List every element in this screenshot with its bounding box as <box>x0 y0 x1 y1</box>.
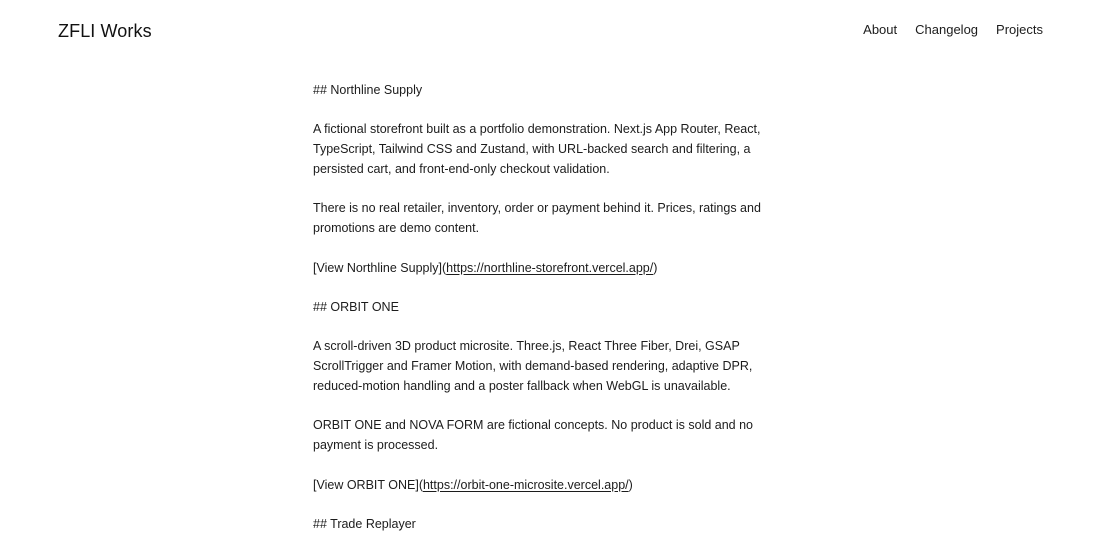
orbit-one-link-prefix: [View ORBIT ONE]( <box>313 477 423 492</box>
site-title-link[interactable]: ZFLI Works <box>58 21 152 41</box>
nav-link-about[interactable]: About <box>863 22 898 37</box>
nav-link-changelog[interactable]: Changelog <box>915 22 979 37</box>
section-heading-orbit-one: ## ORBIT ONE <box>313 299 399 314</box>
markdown-content <box>313 81 783 554</box>
site-header <box>0 0 1100 62</box>
northline-link-prefix: [View Northline Supply]( <box>313 260 447 275</box>
northline-description: A fictional storefront built as a portfolio demonstration. Next.js App Router, React, TypeScript, Tailwind CSS and Zustand, with URL-backed search and filtering, a persisted cart, and front-end-only checkout validation. <box>313 122 761 176</box>
orbit-one-url-link[interactable]: https://orbit-one-microsite.vercel.app/ <box>422 477 629 492</box>
orbit-one-description: A scroll-driven 3D product microsite. Three.js, React Three Fiber, Drei, GSAP ScrollTrigger and Framer Motion, with demand-based rendering, adaptive DPR, reduced-motion handling and a poster fallback when WebGL is unavailable. <box>313 339 753 393</box>
section-heading-northline: ## Northline Supply <box>313 83 423 97</box>
northline-link-suffix: ) <box>653 260 658 275</box>
northline-url-link[interactable]: https://northline-storefront.vercel.app/ <box>446 260 654 275</box>
section-heading-trade-replayer: ## Trade Replayer <box>313 516 416 531</box>
northline-disclaimer: There is no real retailer, inventory, order or payment behind it. Prices, ratings and promotions are demo content. <box>313 201 761 236</box>
main-nav <box>863 21 1043 39</box>
orbit-one-link-suffix: ) <box>628 477 633 492</box>
orbit-one-disclaimer: ORBIT ONE and NOVA FORM are fictional concepts. No product is sold and no payment is processed. <box>313 418 754 453</box>
northline-link-line <box>313 259 783 279</box>
nav-link-projects[interactable]: Projects <box>996 22 1043 37</box>
orbit-one-link-line <box>313 476 783 496</box>
